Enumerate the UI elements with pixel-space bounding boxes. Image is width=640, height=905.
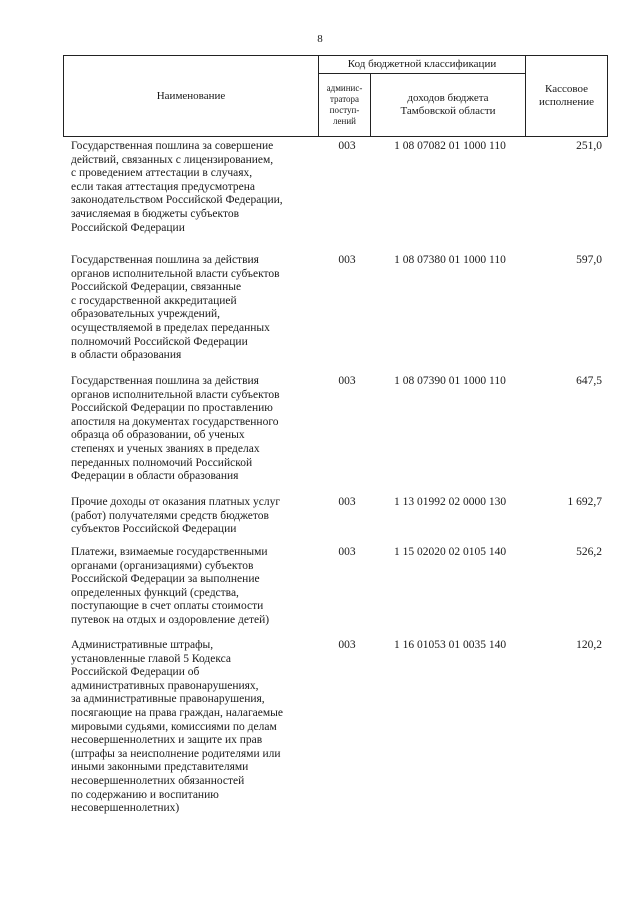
row-name-line: путевок на отдых и оздоровление детей): [71, 613, 270, 626]
row-name-line: действий, связанных с лицензированием,: [71, 153, 274, 166]
row-admin-code: 003: [338, 375, 356, 387]
row-name-line: поступающие в счет оплаты стоимости: [71, 600, 264, 613]
page-number: 8: [317, 33, 323, 45]
row-name: [63, 375, 316, 484]
row-name: [63, 496, 316, 537]
row-name-line: Российской Федерации об: [71, 666, 200, 679]
row-name-line: посягающие на права граждан, налагаемые: [71, 706, 283, 719]
header-exec: Кассовое исполнение: [526, 56, 608, 137]
row-name-line: законодательством Российской Федерации,: [71, 194, 283, 207]
row-name-line: образца об образовании, об ученых: [71, 429, 245, 442]
row-name-line: полномочий Российской Федерации: [71, 335, 248, 348]
header-admin: админис-тратора поступ-лений: [319, 74, 371, 137]
row-name-line: несовершеннолетних): [71, 802, 180, 815]
row-name-line: Федерации в области образования: [71, 470, 239, 483]
header-name: Наименование: [64, 56, 319, 137]
table-header: [63, 55, 608, 137]
row-name-line: Российской Федерации за выполнение: [71, 573, 260, 586]
row-amount: 1 692,7: [567, 496, 602, 508]
row-name-line: с проведением аттестации в случаях,: [71, 167, 253, 180]
row-name-line: по содержанию и воспитанию: [71, 788, 219, 801]
row-name-line: иными законными представителями: [71, 761, 249, 774]
table-row: [63, 546, 607, 628]
table-row: [63, 496, 607, 537]
row-name-line: степенях и ученых званиях в пределах: [71, 442, 260, 455]
row-name-line: органов исполнительной власти субъектов: [71, 388, 280, 401]
table-row: [63, 375, 607, 484]
row-name-line: мировыми судьями, комиссиями по делам: [71, 720, 277, 733]
row-name-line: Прочие доходы от оказания платных услуг: [71, 496, 281, 508]
row-name-line: установленные главой 5 Кодекса: [71, 652, 232, 665]
row-name-line: Государственная пошлина за совершение: [71, 140, 274, 152]
row-name-line: субъектов Российской Федерации: [71, 523, 237, 536]
row-name-line: если такая аттестация предусмотрена: [71, 180, 256, 193]
row-name-line: (работ) получателями средств бюджетов: [71, 509, 269, 522]
row-name: [63, 254, 316, 363]
row-amount: 597,0: [576, 254, 602, 266]
row-name-line: образовательных учреждений,: [71, 308, 221, 321]
row-name-line: органов исполнительной власти субъектов: [71, 267, 280, 280]
row-name: [63, 639, 316, 816]
row-name-line: определенных функций (средства,: [71, 586, 239, 599]
row-name-line: Платежи, взимаемые государственными: [71, 546, 268, 558]
row-name-line: переданных полномочий Российской: [71, 456, 253, 469]
table-row: [63, 140, 607, 235]
row-amount: 647,5: [576, 375, 602, 387]
row-name: [63, 546, 316, 628]
row-revenue-code: 1 16 01053 01 0035 140: [393, 639, 507, 651]
row-name-line: Российской Федерации, связанные: [71, 281, 242, 294]
row-admin-code: 003: [338, 140, 356, 152]
row-revenue-code: 1 15 02020 02 0105 140: [393, 546, 507, 558]
row-name-line: Административные штрафы,: [71, 639, 214, 651]
table-row: [63, 254, 607, 363]
row-name-line: (штрафы за неисполнение родителями или: [71, 747, 281, 760]
row-name-line: осуществляемой в пределах переданных: [71, 321, 270, 334]
row-name-line: апостиля на документах государственного: [71, 415, 279, 428]
row-name-line: несовершеннолетних и защите их прав: [71, 734, 263, 747]
row-name-line: зачисляемая в бюджеты субъектов: [71, 207, 240, 220]
row-name-line: Государственная пошлина за действия: [71, 254, 259, 266]
header-revenue: доходов бюджета Тамбовской области: [371, 74, 526, 137]
row-revenue-code: 1 13 01992 02 0000 130: [393, 496, 507, 508]
row-admin-code: 003: [338, 496, 356, 508]
row-admin-code: 003: [338, 254, 356, 266]
row-name-line: за административные правонарушения,: [71, 693, 265, 706]
row-revenue-code: 1 08 07082 01 1000 110: [394, 140, 506, 152]
table-row: [63, 639, 607, 816]
row-name: [63, 140, 316, 235]
row-name-line: Российской Федерации: [71, 221, 185, 234]
row-amount: 251,0: [576, 140, 602, 152]
row-revenue-code: 1 08 07380 01 1000 110: [394, 254, 506, 266]
row-admin-code: 003: [338, 546, 356, 558]
row-name-line: административных правонарушениях,: [71, 679, 259, 692]
row-name-line: органами (организациями) субъектов: [71, 559, 254, 572]
row-name-line: несовершеннолетних обязанностей: [71, 774, 245, 787]
row-name-line: в области образования: [71, 349, 182, 362]
row-name-line: Российской Федерации по проставлению: [71, 402, 273, 415]
row-name-line: с государственной аккредитацией: [71, 294, 237, 307]
row-name-line: Государственная пошлина за действия: [71, 375, 259, 387]
row-amount: 526,2: [576, 546, 602, 558]
row-revenue-code: 1 08 07390 01 1000 110: [394, 375, 506, 387]
header-code-group: Код бюджетной классификации: [319, 56, 526, 74]
row-admin-code: 003: [338, 639, 356, 651]
row-amount: 120,2: [576, 639, 602, 651]
